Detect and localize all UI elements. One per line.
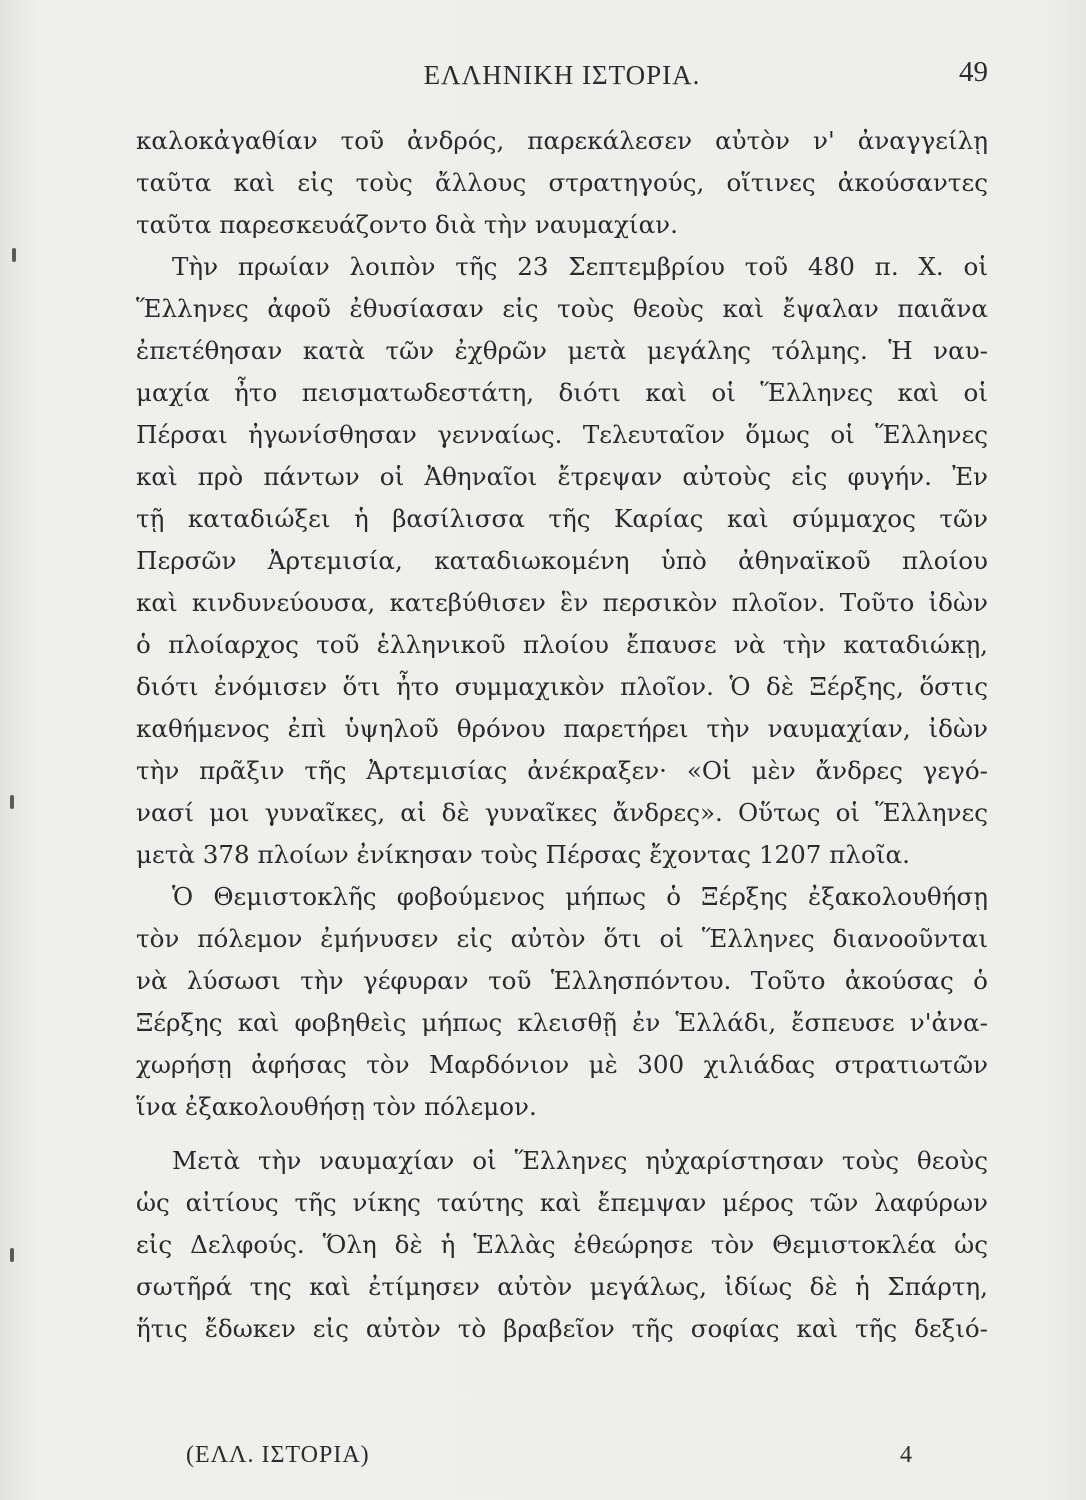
text-line: καθήμενος ἐπὶ ὑψηλοῦ θρόνου παρετήρει τὴν ναυμαχίαν, ἰδὼν xyxy=(136,714,988,743)
signature-mark: (ΕΛΛ. ΙΣΤΟΡΙΑ) xyxy=(186,1442,370,1468)
margin-speck xyxy=(10,795,14,809)
text-line: Τὴν πρωίαν λοιπὸν τῆς 23 Σεπτεμβρίου τοῦ 480 π. Χ. οἱ xyxy=(172,252,988,281)
text-line: ταῦτα παρεσκευάζοντο διὰ τὴν ναυμαχίαν. xyxy=(136,210,678,239)
text-line: Μετὰ τὴν ναυμαχίαν οἱ Ἕλληνες ηὐχαρίστησαν τοὺς θεοὺς xyxy=(172,1146,988,1175)
page-header xyxy=(136,52,988,96)
text-line: τὸν πόλεμον ἐμήνυσεν εἰς αὐτὸν ὅτι οἱ Ἕλληνες διανοοῦνται xyxy=(136,924,988,953)
text-line: διότι ἐνόμισεν ὅτι ἦτο συμμαχικὸν πλοῖον. Ὁ δὲ Ξέρξης, ὅστις xyxy=(136,672,988,701)
running-title: ΕΛΛΗΝΙΚΗ ΙΣΤΟΡΙΑ. xyxy=(423,60,701,90)
text-line: ἥτις ἔδωκεν εἰς αὐτὸν τὸ βραβεῖον τῆς σοφίας καὶ τῆς δεξιό- xyxy=(136,1314,988,1343)
text-line: τὴν πρᾶξιν τῆς Ἀρτεμισίας ἀνέκραξεν· «Οἱ μὲν ἄνδρες γεγό- xyxy=(136,756,988,785)
text-line: νασί μοι γυναῖκες, αἱ δὲ γυναῖκες ἄνδρες». Οὕτως οἱ Ἕλληνες xyxy=(136,798,988,827)
text-line: καλοκἀγαθίαν τοῦ ἀνδρός, παρεκάλεσεν αὐτὸν ν' ἀναγγείλῃ xyxy=(136,126,988,155)
text-line: Ἕλληνες ἀφοῦ ἐθυσίασαν εἰς τοὺς θεοὺς καὶ ἔψαλαν παιᾶνα xyxy=(136,294,988,323)
text-line: ἵνα ἐξακολουθήσῃ τὸν πόλεμον. xyxy=(136,1092,537,1121)
text-line: Ὁ Θεμιστοκλῆς φοβούμενος μήπως ὁ Ξέρξης ἐξακολουθήσῃ xyxy=(172,882,988,911)
text-line: καὶ κινδυνεύουσα, κατεβύθισεν ἓν περσικὸν πλοῖον. Τοῦτο ἰδὼν xyxy=(136,588,988,617)
text-line: τῇ καταδιώξει ἡ βασίλισσα τῆς Καρίας καὶ σύμμαχος τῶν xyxy=(136,504,988,533)
text-line: ταῦτα καὶ εἰς τοὺς ἄλλους στρατηγούς, οἵτινες ἀκούσαντες xyxy=(136,168,988,197)
margin-speck xyxy=(12,248,16,262)
text-line: μετὰ 378 πλοίων ἐνίκησαν τοὺς Πέρσας ἔχοντας 1207 πλοῖα. xyxy=(136,840,910,869)
page-body-text xyxy=(136,120,988,1350)
text-line: εἰς Δελφούς. Ὅλη δὲ ἡ Ἑλλὰς ἐθεώρησε τὸν Θεμιστοκλέα ὡς xyxy=(136,1230,988,1259)
page-number: 49 xyxy=(959,56,988,88)
text-line: Ξέρξης καὶ φοβηθεὶς μήπως κλεισθῇ ἐν Ἑλλάδι, ἔσπευσε ν'ἀνα- xyxy=(136,1008,988,1037)
paragraph-gap xyxy=(136,1128,988,1140)
margin-speck xyxy=(10,1248,14,1262)
text-line: νὰ λύσωσι τὴν γέφυραν τοῦ Ἑλλησπόντου. Τοῦτο ἀκούσας ὁ xyxy=(136,966,988,995)
text-line: ὡς αἰτίους τῆς νίκης ταύτης καὶ ἔπεμψαν μέρος τῶν λαφύρων xyxy=(136,1188,988,1217)
text-line: ὁ πλοίαρχος τοῦ ἑλληνικοῦ πλοίου ἔπαυσε νὰ τὴν καταδιώκῃ, xyxy=(136,630,988,659)
text-line: σωτῆρά της καὶ ἐτίμησεν αὐτὸν μεγάλως, ἰδίως δὲ ἡ Σπάρτη, xyxy=(136,1272,988,1301)
text-line: ἐπετέθησαν κατὰ τῶν ἐχθρῶν μετὰ μεγάλης τόλμης. Ἡ ναυ- xyxy=(136,336,988,365)
text-line: καὶ πρὸ πάντων οἱ Ἀθηναῖοι ἔτρεψαν αὐτοὺς εἰς φυγήν. Ἐν xyxy=(136,462,988,491)
text-line: Πέρσαι ἠγωνίσθησαν γενναίως. Τελευταῖον ὅμως οἱ Ἕλληνες xyxy=(136,420,988,449)
page-footer xyxy=(186,1442,912,1478)
text-line: χωρήσῃ ἀφήσας τὸν Μαρδόνιον μὲ 300 χιλιάδας στρατιωτῶν xyxy=(136,1050,988,1079)
sheet-number: 4 xyxy=(900,1442,912,1468)
text-line: Περσῶν Ἀρτεμισία, καταδιωκομένη ὑπὸ ἀθηναϊκοῦ πλοίου xyxy=(136,546,988,575)
text-line: μαχία ἦτο πεισματωδεστάτη, διότι καὶ οἱ Ἕλληνες καὶ οἱ xyxy=(136,378,988,407)
